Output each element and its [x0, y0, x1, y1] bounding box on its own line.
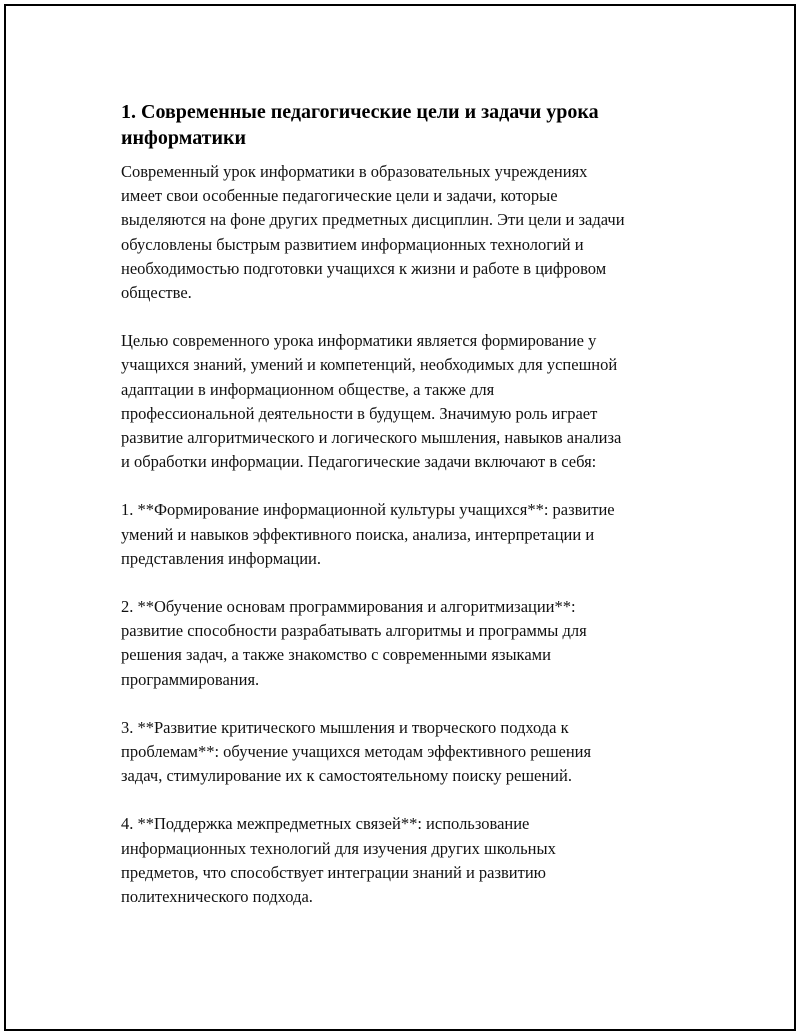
page-frame [4, 4, 796, 1031]
section-heading: 1. Современные педагогические цели и задачи урока информатики [121, 101, 599, 149]
list-item-2: 2. **Обучение основам программирования и алгоритмизации**: развитие способности разрабатывать алгоритмы и программы для решения задач, а также знакомство с современными языками программирования. [121, 597, 587, 689]
paragraph-goal: Целью современного урока информатики является формирование у учащихся знаний, умений и компетенций, необходимых для успешной адаптации в информационном обществе, а также для профессиональной деятельности в будущем. Значимую роль играет развитие алгоритмического и логического мышления, навыков анализа и обработки информации. Педагогические задачи включают в себя: [121, 331, 622, 472]
paragraph-intro: Современный урок информатики в образовательных учреждениях имеет свои особенные педагогические цели и задачи, которые выделяются на фоне других предметных дисциплин. Эти цели и задачи обусловлены быстрым развитием информационных технологий и необходимостью подготовки учащихся к жизни и работе в цифровом обществе. [121, 162, 625, 303]
list-item-1: 1. **Формирование информационной культуры учащихся**: развитие умений и навыков эффективного поиска, анализа, интерпретации и представления информации. [121, 500, 615, 568]
list-item-3: 3. **Развитие критического мышления и творческого подхода к проблемам**: обучение учащихся методам эффективного решения задач, стимулирование их к самостоятельному поиску решений. [121, 717, 592, 786]
document-body [121, 99, 701, 909]
list-item-4: 4. **Поддержка межпредметных связей**: использование информационных технологий для изучения других школьных предметов, что способствует интеграции знаний и развитию политехнического подхода. [121, 814, 556, 907]
